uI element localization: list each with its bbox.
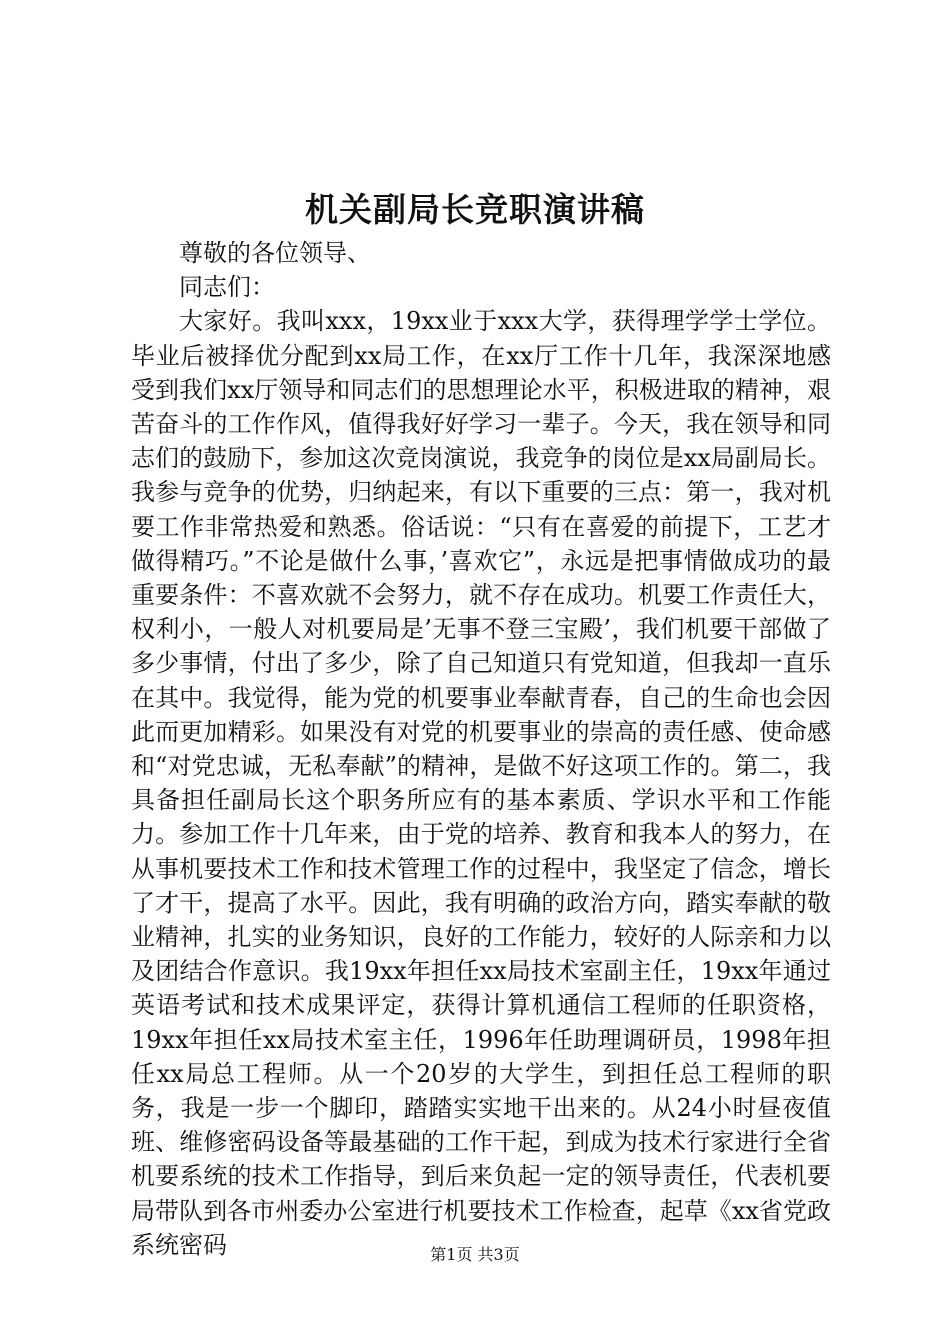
body-paragraph: 大家好。我叫xxx，19xx业于xxx大学，获得理学学士学位。毕业后被择优分配到xx局工作，在xx厅工作十几年，我深深地感受到我们xx厅领导和同志们的思想理论水平，积极进取的精神，艰苦奋斗的工作作风，值得我好好学习一辈子。今天，我在领导和同志们的鼓励下，参加这次竞岗演说，我竞争的岗位是xx局副局长。我参与竞争的优势，归纳起来，有以下重要的三点：第一，我对机要工作非常热爱和熟悉。俗话说：“只有在喜爱的前提下，工艺才做得精巧。”不论是做什么事，’喜欢它”，永远是把事情做成功的最重要条件：不喜欢就不会努力，就不存在成功。机要工作责任大，权利小，一般人对机要局是’无事不登三宝殿’，我们机要干部做了多少事情，付出了多少，除了自己知道只有党知道，但我却一直乐在其中。我觉得，能为党的机要事业奉献青春，自己的生命也会因此而更加精彩。如果没有对党的机要事业的崇高的责任感、使命感和“对党忠诚，无私奉献”的精神，是做不好这项工作的。第二，我具备担任副局长这个职务所应有的基本素质、学识水平和工作能力。参加工作十几年来，由于党的培养、教育和我本人的努力，在从事机要技术工作和技术管理工作的过程中，我坚定了信念，增长了才干，提高了水平。因此，我有明确的政治方向，踏实奉献的敬业精神，扎实的业务知识，良好的工作能力，较好的人际亲和力以及团结合作意识。我19xx年担任xx局技术室副主任，19xx年通过英语考试和技术成果评定，获得计算机通信工程师的任职资格，19xx年担任xx局技术室主任，1996年任助理调研员，1998年担任xx局总工程师。从一个20岁的大学生，到担任总工程师的职务，我是一步一个脚印，踏踏实实地干出来的。从24小时昼夜值班、维修密码设备等最基础的工作干起，到成为技术行家进行全省机要系统的技术工作指导，到后来负起一定的领导责任，代表机要局带队到各市州委办公室进行机要技术工作检查，起草《xx省党政系统密码: [131, 307, 831, 1259]
greeting-line: 同志们：: [179, 273, 275, 302]
document-title: 机关副局长竞职演讲稿: [305, 190, 645, 229]
greeting-line: 尊敬的各位领导、: [179, 239, 371, 267]
document-body: [131, 236, 831, 1262]
page-footer: 第1页 共3页: [430, 1245, 520, 1264]
